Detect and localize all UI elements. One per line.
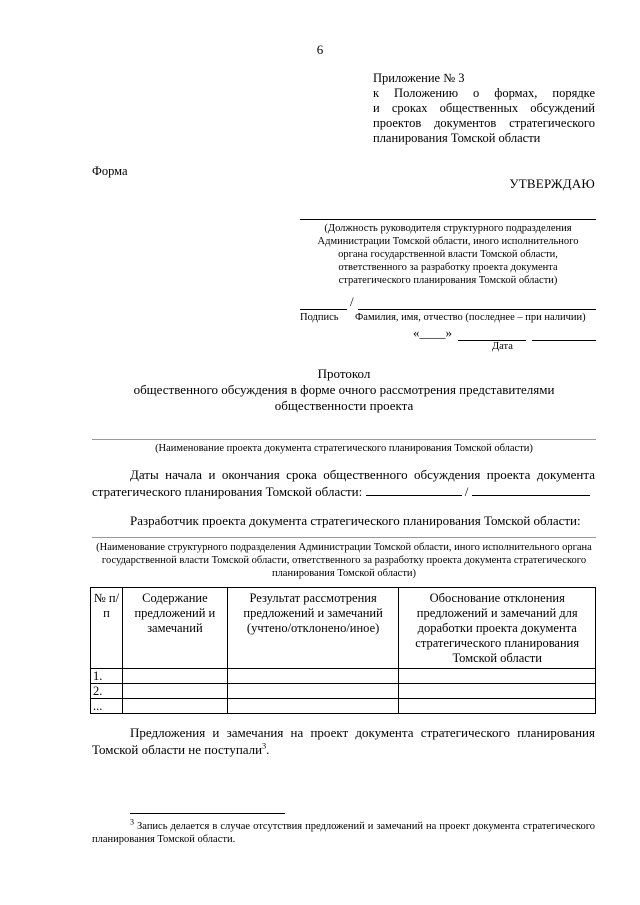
- start-date-blank: [366, 484, 462, 496]
- developer-caption: (Наименование структурного подразделения Администрации Томской области, иного исполнительного органа государственной власти Томской области, ответственного за разработку проекта документа стратегического планирования Томской области): [96, 542, 592, 579]
- position-line: [300, 219, 596, 220]
- footnote: [92, 817, 595, 846]
- project-name-line: [92, 439, 596, 440]
- table-row: [91, 684, 596, 699]
- header-number: № п/п: [91, 588, 123, 669]
- date-caption: Дата: [492, 341, 513, 352]
- dates-paragraph: [92, 466, 595, 500]
- appendix-header: [373, 71, 595, 146]
- row-number: 2.: [91, 684, 123, 699]
- no-proposals-text: Предложения и замечания на проект документа стратегического планирования Томской области не поступали: [92, 725, 595, 757]
- table-row: [91, 699, 596, 714]
- name-line: [358, 309, 596, 310]
- dates-separator: /: [464, 484, 469, 499]
- form-label: Форма: [92, 164, 128, 178]
- table-cell: [399, 684, 596, 699]
- project-caption: (Наименование проекта документа стратегического планирования Томской области): [155, 443, 533, 454]
- table-cell: [122, 699, 227, 714]
- row-number: ...: [91, 699, 123, 714]
- date-day: «____»: [413, 325, 452, 340]
- proposals-table: [90, 587, 596, 714]
- developer-label: Разработчик проекта документа стратегического планирования Томской области:: [130, 513, 581, 528]
- title-line: общественного обсуждения в форме очного рассмотрения представителями: [133, 382, 555, 397]
- table-cell: [122, 669, 227, 684]
- developer-line: [92, 537, 596, 538]
- appendix-line: к Положению о формах, порядке: [373, 86, 595, 100]
- appendix-line: планирования Томской области: [373, 131, 541, 145]
- no-proposals-end: .: [266, 742, 270, 757]
- position-caption: (Должность руководителя структурного подразделения Администрации Томской области, иного исполнительного органа государственной власти Томской области, ответственного за разработку проекта документа стратегического планирования Томской области): [317, 223, 579, 286]
- table-cell: [227, 669, 399, 684]
- table-cell: [227, 684, 399, 699]
- footnote-number: 3: [130, 817, 134, 827]
- footnote-text: Запись делается в случае отсутствия предложений и замечаний на проект документа стратегического планирования Томской области.: [92, 821, 595, 845]
- end-date-blank: [472, 484, 590, 496]
- name-caption: Фамилия, имя, отчество (последнее – при наличии): [355, 312, 586, 323]
- footnote-ref: 3: [262, 741, 267, 751]
- table-header: [91, 588, 596, 669]
- appendix-line: и сроках общественных обсуждений: [373, 101, 595, 115]
- table-cell: [399, 669, 596, 684]
- approve-label: УТВЕРЖДАЮ: [509, 176, 595, 191]
- title-line: Протокол: [317, 366, 371, 381]
- signature-separator: /: [350, 294, 354, 309]
- footnote-separator: [130, 813, 285, 814]
- dates-text: Даты начала и окончания срока общественного обсуждения проекта документа стратегического планирования Томской области:: [92, 467, 595, 499]
- table-cell: [122, 684, 227, 699]
- signature-caption: Подпись: [300, 312, 339, 323]
- row-number: 1.: [91, 669, 123, 684]
- appendix-line: проектов документов стратегического: [373, 116, 595, 130]
- header-content: Содержание предложений и замечаний: [122, 588, 227, 669]
- title-line: общественности проекта: [274, 398, 414, 413]
- page-number: 6: [316, 42, 324, 57]
- table-cell: [227, 699, 399, 714]
- signature-line: [300, 309, 347, 310]
- no-proposals-paragraph: [92, 724, 595, 758]
- table-row: [91, 669, 596, 684]
- appendix-title: Приложение № 3: [373, 71, 465, 85]
- table-cell: [399, 699, 596, 714]
- protocol-title: [92, 366, 596, 414]
- header-justification: Обоснование отклонения предложений и замечаний для доработки проекта документа стратегического планирования Томской области: [399, 588, 596, 669]
- date-year-line: [532, 340, 596, 341]
- header-result: Результат рассмотрения предложений и замечаний (учтено/отклонено/иное): [227, 588, 399, 669]
